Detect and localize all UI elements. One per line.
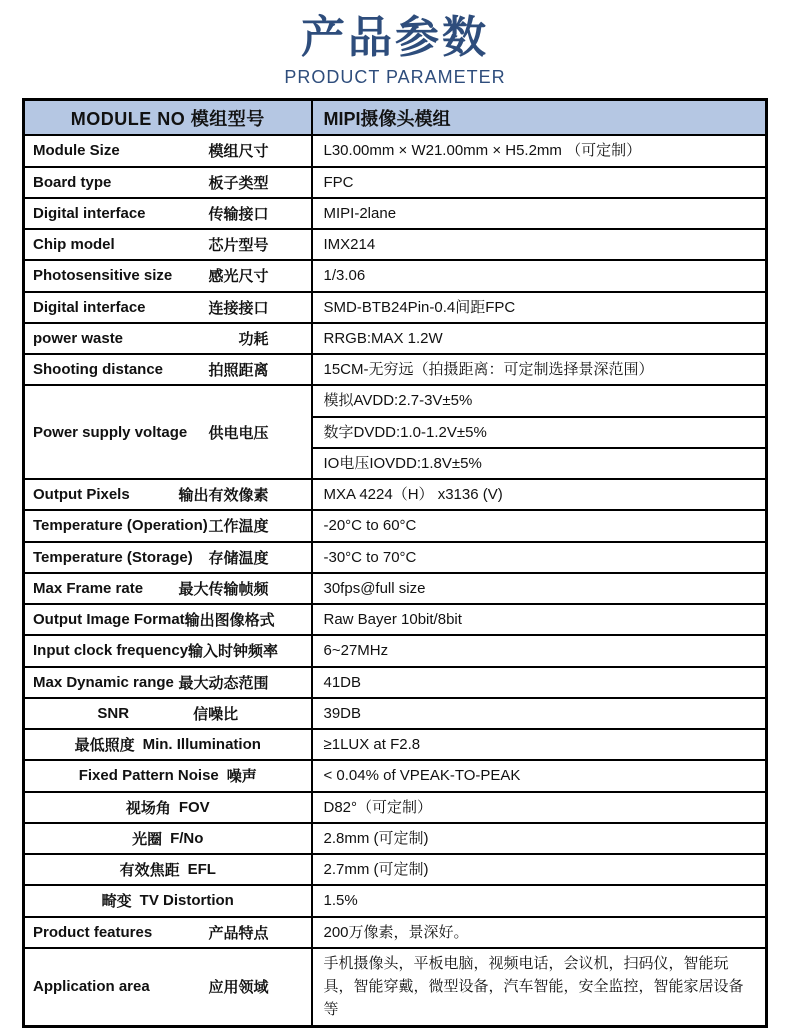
table-row (24, 854, 767, 885)
row-label-part: Fixed Pattern Noise (78, 767, 219, 785)
row-label-part: 输出图像格式 (184, 612, 275, 630)
table-row (24, 479, 767, 510)
table-row (24, 385, 767, 416)
row-label-part: Product features (33, 923, 153, 941)
row-label (25, 828, 311, 849)
row-label-part: 功耗 (238, 330, 269, 348)
row-label-cell (24, 667, 312, 698)
row-label-part: Board type (33, 173, 112, 191)
row-value: -20°C to 60°C (312, 510, 767, 541)
row-label-cell (24, 385, 312, 479)
row-label (25, 609, 311, 630)
row-value: 2.7mm (可定制) (312, 854, 767, 885)
row-label-part: Max Frame rate (33, 579, 144, 597)
row-label-part: Min. Illumination (142, 736, 261, 754)
row-value: 模拟AVDD:2.7-3V±5% (312, 385, 767, 416)
table-row (24, 260, 767, 291)
row-value: 200万像素，景深好。 (312, 917, 767, 948)
row-label-cell (24, 479, 312, 510)
table-row (24, 917, 767, 948)
row-label-part: 最大动态范围 (178, 674, 269, 692)
row-value: -30°C to 70°C (312, 542, 767, 573)
row-label-part: Max Dynamic range (33, 673, 174, 691)
row-label (25, 890, 311, 911)
table-row (24, 542, 767, 573)
row-label-part: Application area (33, 978, 150, 996)
row-label-cell (24, 948, 312, 1026)
row-label-part: 板子类型 (208, 174, 269, 192)
row-label-part: FOV (178, 798, 210, 816)
row-value: IO电压IOVDD:1.8V±5% (312, 448, 767, 479)
page-header (0, 12, 790, 88)
row-label-part: 应用领域 (208, 979, 269, 997)
row-value: L30.00mm × W21.00mm × H5.2mm （可定制） (312, 135, 767, 166)
row-label-cell (24, 760, 312, 791)
table-row (24, 573, 767, 604)
row-label-part: Chip model (33, 236, 115, 254)
row-value: RRGB:MAX 1.2W (312, 323, 767, 354)
row-label-cell (24, 604, 312, 635)
row-label (25, 203, 311, 224)
row-value: FPC (312, 167, 767, 198)
row-label-part: Digital interface (33, 204, 146, 222)
row-label-cell (24, 823, 312, 854)
row-label-part: Temperature (Operation) (33, 517, 208, 535)
row-label-part: 工作温度 (208, 518, 269, 536)
row-label (25, 359, 311, 380)
row-label (25, 515, 311, 536)
row-label-cell (24, 792, 312, 823)
row-value: 1.5% (312, 885, 767, 916)
row-value: MXA 4224（H） x3136 (V) (312, 479, 767, 510)
row-label-part: Module Size (33, 142, 120, 160)
table-row (24, 135, 767, 166)
row-label-cell (24, 885, 312, 916)
row-label-part: 光圈 (132, 830, 163, 848)
table-row (24, 292, 767, 323)
table-row (24, 510, 767, 541)
row-label (25, 547, 311, 568)
row-label (25, 672, 311, 693)
row-label (25, 422, 311, 443)
table-row (24, 167, 767, 198)
row-label-part: TV Distortion (139, 892, 234, 910)
row-label (25, 328, 311, 349)
row-label-part: 拍照距离 (208, 362, 269, 380)
row-label-part: 模组尺寸 (208, 143, 269, 161)
module-no-header: MODULE NO 模组型号 (24, 99, 312, 135)
row-label (25, 140, 311, 161)
row-label-part: 视场角 (125, 799, 171, 817)
row-value: 数字DVDD:1.0-1.2V±5% (312, 417, 767, 448)
row-label-part: 产品特点 (208, 924, 269, 942)
row-label-part: EFL (187, 861, 216, 879)
row-label (25, 922, 311, 943)
row-value: SMD-BTB24Pin-0.4间距FPC (312, 292, 767, 323)
table-row (24, 198, 767, 229)
row-value: ≥1LUX at F2.8 (312, 729, 767, 760)
row-label (25, 976, 311, 997)
row-label-part: Output Pixels (33, 486, 130, 504)
row-label (25, 578, 311, 599)
table-row (24, 354, 767, 385)
row-value: Raw Bayer 10bit/8bit (312, 604, 767, 635)
table-row (24, 635, 767, 666)
row-value: D82°（可定制） (312, 792, 767, 823)
row-value: 2.8mm (可定制) (312, 823, 767, 854)
row-value: IMX214 (312, 229, 767, 260)
row-label-part: 最大传输帧频 (178, 580, 269, 598)
row-label (25, 484, 311, 505)
product-parameter-table (22, 98, 768, 1028)
row-value: 30fps@full size (312, 573, 767, 604)
row-label (25, 172, 311, 193)
table-row (24, 604, 767, 635)
table-row (24, 792, 767, 823)
row-label (25, 265, 311, 286)
row-label-part: 有效焦距 (119, 862, 180, 880)
row-label (25, 640, 311, 661)
row-label-part: Input clock frequency (33, 642, 189, 660)
row-value: 39DB (312, 698, 767, 729)
row-value: 6~27MHz (312, 635, 767, 666)
row-label (25, 234, 311, 255)
row-label-part: 噪声 (226, 768, 257, 786)
row-label-cell (24, 260, 312, 291)
row-label (25, 797, 311, 818)
row-value: 15CM-无穷远（拍摄距离：可定制选择景深范围） (312, 354, 767, 385)
row-label-part: 输入时钟频率 (188, 643, 279, 661)
row-label-part: Photosensitive size (33, 267, 173, 285)
table-row (24, 667, 767, 698)
row-label (25, 859, 311, 880)
row-label-part: Temperature (Storage) (33, 548, 193, 566)
row-label-part: 连接接口 (208, 299, 269, 317)
row-label-cell (24, 729, 312, 760)
row-label-part: 输出有效像素 (178, 487, 269, 505)
table-header-row (24, 99, 767, 135)
module-name-header: MIPI摄像头模组 (312, 99, 767, 135)
row-value: < 0.04% of VPEAK-TO-PEAK (312, 760, 767, 791)
table-row (24, 760, 767, 791)
row-value: MIPI-2lane (312, 198, 767, 229)
row-label-part: 芯片型号 (208, 237, 269, 255)
row-label-part: 最低照度 (74, 737, 135, 755)
row-label-part: 存储温度 (208, 549, 269, 567)
row-label-part: 畸变 (101, 893, 132, 911)
row-label-part: Digital interface (33, 298, 146, 316)
row-label-part: F/No (170, 829, 204, 847)
row-label-cell (24, 198, 312, 229)
row-label-cell (24, 323, 312, 354)
row-label-cell (24, 510, 312, 541)
row-value: 1/3.06 (312, 260, 767, 291)
table-row (24, 948, 767, 1026)
row-label-part: 信噪比 (193, 705, 239, 723)
row-label-cell (24, 854, 312, 885)
row-label (25, 765, 311, 786)
table-body (24, 135, 767, 1026)
table-row (24, 323, 767, 354)
row-label-cell (24, 573, 312, 604)
row-label-part: Power supply voltage (33, 423, 188, 441)
row-value: 41DB (312, 667, 767, 698)
table-row (24, 698, 767, 729)
row-label-cell (24, 229, 312, 260)
row-label-cell (24, 635, 312, 666)
table-row (24, 885, 767, 916)
row-label-part: Output Image Format (33, 611, 185, 629)
row-label (25, 297, 311, 318)
row-label-cell (24, 167, 312, 198)
row-label-part: power waste (33, 329, 124, 347)
row-label-part: SNR (97, 704, 130, 722)
page-subtitle: PRODUCT PARAMETER (284, 66, 506, 87)
page-title: 产品参数 (301, 13, 489, 62)
row-label-part: 传输接口 (208, 205, 269, 223)
row-label (25, 703, 311, 724)
row-label-cell (24, 135, 312, 166)
row-label-cell (24, 354, 312, 385)
row-label (25, 734, 311, 755)
row-label-part: 供电电压 (208, 424, 269, 442)
table-row (24, 229, 767, 260)
row-label-cell (24, 917, 312, 948)
table-row (24, 823, 767, 854)
row-value: 手机摄像头，平板电脑，视频电话，会议机，扫码仪，智能玩具，智能穿戴，微型设备，汽车智能，安全监控，智能家居设备等 (312, 948, 767, 1026)
row-label-part: Shooting distance (33, 361, 164, 379)
table-row (24, 729, 767, 760)
row-label-cell (24, 292, 312, 323)
row-label-cell (24, 542, 312, 573)
row-label-cell (24, 698, 312, 729)
row-label-part: 感光尺寸 (208, 268, 269, 286)
